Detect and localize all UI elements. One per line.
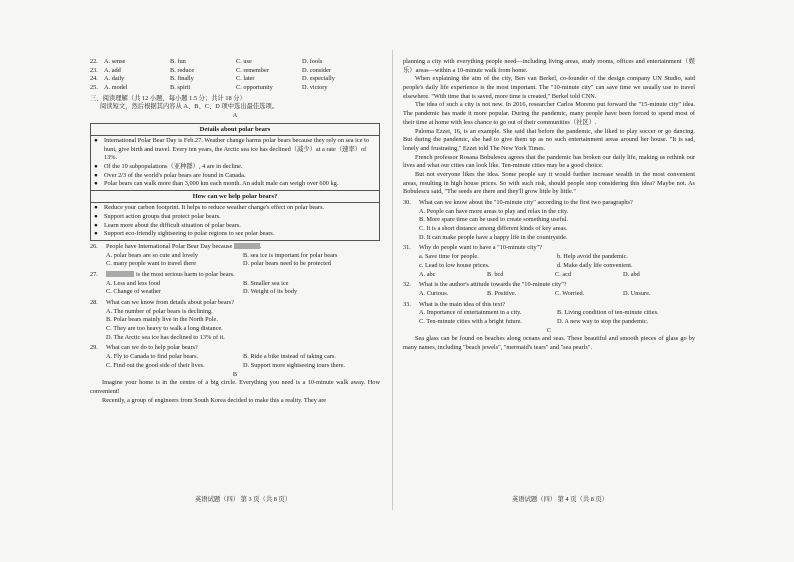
page-footer-left: 英语试题（四） 第 3 页（共 8 页） [195,496,292,503]
option-c: C. later [236,75,255,83]
question-32: 32. What is the author's attitude towards the "10-minute city"? A. Curious. B. Positive. C. Worried. D. Unsure. [403,281,651,297]
option-b: B. finally [170,75,194,83]
left-page [90,58,380,405]
option-b: B. reduce [170,66,195,74]
option-d: D. especially [302,75,335,83]
cloze-option-row [90,84,380,93]
question-number: 25. [90,84,98,92]
option-b: B. spirit [170,84,191,92]
answer-blank [234,243,260,249]
option-c: C. use [236,58,252,65]
question-number: 24. [90,75,98,83]
passage-b-paragraph: But not everyone likes the idea. Some people say it would further increase wealth in the most convenient areas, resulting in high house prices. So with such risk, should people stop considering this idea? Maybe not. As Bobulescu said, "The seeds are there and they'll grow little by little." [403,170,695,196]
list-item: ● Learn more about the difficult situation of polar bears. [94,221,241,229]
question-30: 30. What can we know about the "10-minute city" according to the first two paragraphs? A. People can have more areas to play and relax in the city. B. More spare time can be used to create something useful. C. It is a short distance among different kinds of key areas. D. It can make people have a happy life in the countryside. [403,199,633,241]
list-item: ● Polar bears can walk more than 3,000 km each month. An adult male can weigh over 600 kg. [94,180,339,188]
option-a: A. sense [104,58,126,65]
cloze-option-row [90,75,380,84]
option-a: A. model [104,84,128,92]
option-c: C. remember [236,66,269,74]
option-d: D. victory [302,84,328,92]
center-divider [392,50,393,510]
list-item: ● Support action groups that protect polar bears. [94,212,221,220]
question-number: 22. [90,58,98,65]
question-31: 31. Why do people want to have a "10-minute city"? a. Save time for people. b. Help avoid the pandemic. c. Lead to low house prices. d. Make daily life convenient. A. abc B. bcd C. acd D. abd [403,244,640,278]
option-a: A. add [104,66,121,74]
option-b: B. fun [170,58,186,65]
answer-blank [106,271,134,277]
question-number: 23. [90,66,98,74]
passage-b-paragraph: French professor Rosana Bobulescu agrees that the pandemic has broken our daily life, making us rethink our lives and what our cities can look like. Ten-minute cities may be a good choice. [403,153,695,170]
list-item: ● Reduce your carbon footprint. It helps to reduce weather change's effect on polar bears. [94,204,325,212]
list-item: ● Of the 19 subpopulations（亚种群）, 4 are in decline. [94,162,243,170]
question-27: 27. is the most serious harm to polar bears. A. Less and less food B. Smaller sea ice C. Change of weather D. Weight of its body [90,270,298,296]
passage-a-label: A [232,112,238,120]
option-d: D. consider [302,66,332,74]
section-title: 三、阅读理解（共 12 小题，每小题 1.5 分；共计 18 分） [90,94,246,102]
passage-c-paragraph: Sea glass can be found on beaches along oceans and seas. These beautiful and smooth pieces of glass go by many names, including "beach jewels", "mermaid's tears" and "sea pearls". [403,335,695,351]
passage-b-paragraph: planning a city with everything people need—including living areas, study rooms, offices and entertainment（娱乐）areas—within a 10-minute walk from home. [403,58,695,74]
question-29: 29. What can we do to help polar bears? A. Fly to Canada to find polar bears. B. Ride a bike instead of taking cars. C. Find out the good side of their lives. D. Support more sightseeing tours there. [90,344,345,369]
question-26: 26. People have International Polar Bear Day because . A. polar bears are so cute and lovely B. sea ice is important for polar bears C. many people want to travel there D. polar bears need to be protected [90,242,338,268]
passage-c-label: C [546,326,552,334]
passage-b-paragraph: Imagine your home is in the centre of a big circle. Everything you need is a 10-minute walk away. How convenient! [90,379,380,395]
passage-b-paragraph: Recently, a group of engineers from South Korea decided to make this a reality. They are [102,396,327,404]
passage-b-label: B [232,370,238,378]
box-title-help: How can we help polar bears? [91,190,379,203]
right-page [403,58,695,353]
box-title-details: Details about polar bears [91,124,379,136]
cloze-option-row [90,58,380,67]
cloze-option-row [90,67,380,76]
page-footer-right: 英语试题（四） 第 4 页（共 8 页） [512,496,609,503]
option-d: D. fools [302,58,323,65]
section-instruction: 阅读短文，然后根据其内容从 A、B、C、D 项中选出最佳选项。 [100,103,279,111]
list-item: ● Support eco-friendly sightseeing to polar regions to see polar bears. [94,230,275,238]
question-33: 33. What is the main idea of this text? A. Importance of entertainment in a city. B. Living condition of ten-minute cities. C. Ten-minute cities with a bright future. D. A new way to stop the pandemic. [403,300,659,325]
option-c: C. opportunity [236,84,273,92]
list-item: ● Over 2/3 of the world's polar bears are found in Canada. [94,171,246,179]
option-a: A. daily [104,75,125,83]
question-28: 28. What can we know from details about polar bears? A. The number of polar bears is declining. B. Polar bears mainly live in the North Pole. C. They are too heavy to walk a long distance. D. The Arctic sea ice has declined to 13% of it. [90,299,234,341]
passage-b-paragraph: The idea of such a city is not new. In 2016, researcher Carlos Moreno put forward the "15-minute city" idea. The pandemic has made it more popular. During the pandemic, many people have been forced to spend most of their time at home with less chance to go out of their communities（社区）. [403,101,695,126]
cloze-options [90,58,380,93]
passage-b-paragraph: When explaining the aim of the city, Ben van Berkel, co-founder of the design company UN Studio, said people's daily life experience is the most important. The "10-minute city" can save time we usually use to travel elsewhere. "With time that is saved, more time is created," Berkel told CNN. [403,75,695,100]
list-item: ● International Polar Bear Day is Feb.27. Weather change harms polar bears because they rely on sea ice to hunt, give birth and travel. Every ten years, the Arctic sea ice has declined（减少）at a rate（速率）of 13%. [94,136,369,162]
passage-b-paragraph: Paloma Ezzet, 16, is an example. She said that before the pandemic, she liked to play soccer or go dancing. But during the pandemic, she had to give them up as no such entertainment areas around her house. "It is sad, lonely and frustrating," Ezzet told The New York Times. [403,127,695,152]
polar-bear-info-box [90,123,380,241]
